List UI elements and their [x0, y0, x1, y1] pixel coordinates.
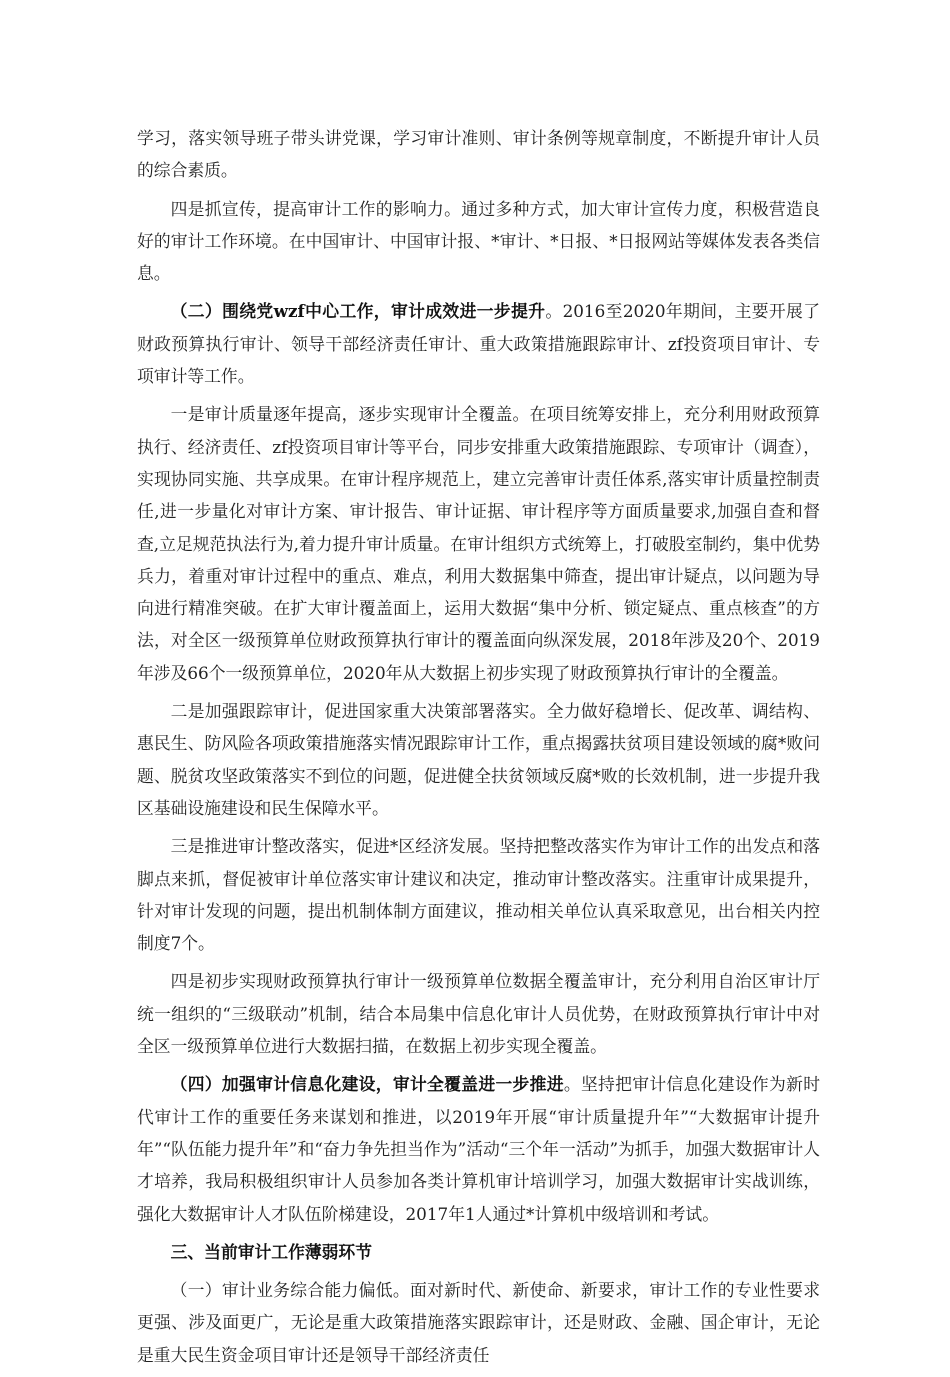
paragraph-publicity: [137, 193, 820, 290]
paragraph-text: （一）审计业务综合能力偏低。面对新时代、新使命、新要求，审计工作的专业性要求更强、涉及面更广，无论是重大政策措施落实跟踪审计，还是财政、金融、国企审计，无论是重大民生资金项目审计还是领导干部经济责任: [137, 1280, 820, 1365]
paragraph-lead-heading: （二）围绕党wzf中心工作，审计成效进一步提升: [170, 301, 546, 322]
paragraph-text: 四是初步实现财政预算执行审计一级预算单位数据全覆盖审计，充分利用自治区审计厅统一组织的“三级联动”机制，结合本局集中信息化审计人员优势，在财政预算执行审计中对全区一级预算单位进行大数据扫描，在数据上初步实现全覆盖。: [137, 971, 820, 1057]
paragraph-weakness-capability: [137, 1274, 820, 1371]
paragraph-text: 三是推进审计整改落实，促进*区经济发展。坚持把整改落实作为审计工作的出发点和落脚点来抓，督促被审计单位落实审计建议和决定，推动审计整改落实。注重审计成果提升，针对审计发现的问题，提出机制体制方面建议，推动相关单位认真采取意见，出台相关内控制度7个。: [137, 836, 820, 954]
paragraph-continuation: [137, 122, 820, 187]
paragraph-audit-quality: [137, 398, 820, 689]
paragraph-text: 。2016至2020年期间，主要开展了财政预算执行审计、领导干部经济责任审计、重大政策措施跟踪审计、zf投资项目审计、专项审计等工作。: [137, 301, 820, 387]
document-body: [137, 122, 820, 1377]
paragraph-audit-results: [137, 295, 820, 392]
paragraph-text: 二是加强跟踪审计，促进国家重大决策部署落实。全力做好稳增长、促改革、调结构、惠民生、防风险各项政策措施落实情况跟踪审计工作，重点揭露扶贫项目建设领域的腐*败问题、脱贫攻坚政策落实不到位的问题，促进健全扶贫领域反腐*败的长效机制，进一步提升我区基础设施建设和民生保障水平。: [137, 701, 820, 818]
paragraph-text: 学习，落实领导班子带头讲党课，学习审计准则、审计条例等规章制度，不断提升审计人员的综合素质。: [137, 128, 820, 181]
paragraph-text: 。坚持把审计信息化建设作为新时代审计工作的重要任务来谋划和推进，以2019年开展“审计质量提升年”“大数据审计提升年”“队伍能力提升年”和“奋力争先担当作为”活动“三个年一活动”为抓手，加强大数据审计人才培养，我局积极组织审计人员参加各类计算机审计培训学习，加强大数据审计实战训练，强化大数据审计人才队伍阶梯建设，2017年1人通过*计算机中级培训和考试。: [137, 1074, 820, 1224]
section-heading: 三、当前审计工作薄弱环节: [170, 1241, 372, 1262]
paragraph-rectification: [137, 830, 820, 959]
paragraph-lead-heading: （四）加强审计信息化建设，审计全覆盖进一步推进: [170, 1074, 564, 1095]
paragraph-data-coverage: [137, 965, 820, 1062]
paragraph-text: 四是抓宣传，提高审计工作的影响力。通过多种方式，加大审计宣传力度，积极营造良好的审计工作环境。在中国审计、中国审计报、*审计、*日报、*日报网站等媒体发表各类信息。: [137, 198, 820, 284]
paragraph-text: 一是审计质量逐年提高，逐步实现审计全覆盖。在项目统筹安排上，充分利用财政预算执行、经济责任、zf投资项目审计等平台，同步安排重大政策措施跟踪、专项审计（调查），实现协同实施、共享成果。在审计程序规范上，建立完善审计责任体系,落实审计质量控制责任,进一步量化对审计方案、审计报告、审计证据、审计程序等方面质量要求,加强自查和督查,立足规范执法行为,着力提升审计质量。在审计组织方式统筹上，打破股室制约，集中优势兵力，着重对审计过程中的重点、难点，利用大数据集中筛查，提出审计疑点，以问题为导向进行精准突破。在扩大审计覆盖面上，运用大数据“集中分析、锁定疑点、重点核查”的方法，对全区一级预算单位财政预算执行审计的覆盖面向纵深发展，2018年涉及20个、2019年涉及66个一级预算单位，2020年从大数据上初步实现了财政预算执行审计的全覆盖。: [137, 404, 820, 683]
paragraph-informatization: [137, 1068, 820, 1229]
paragraph-tracking-audit: [137, 695, 820, 824]
